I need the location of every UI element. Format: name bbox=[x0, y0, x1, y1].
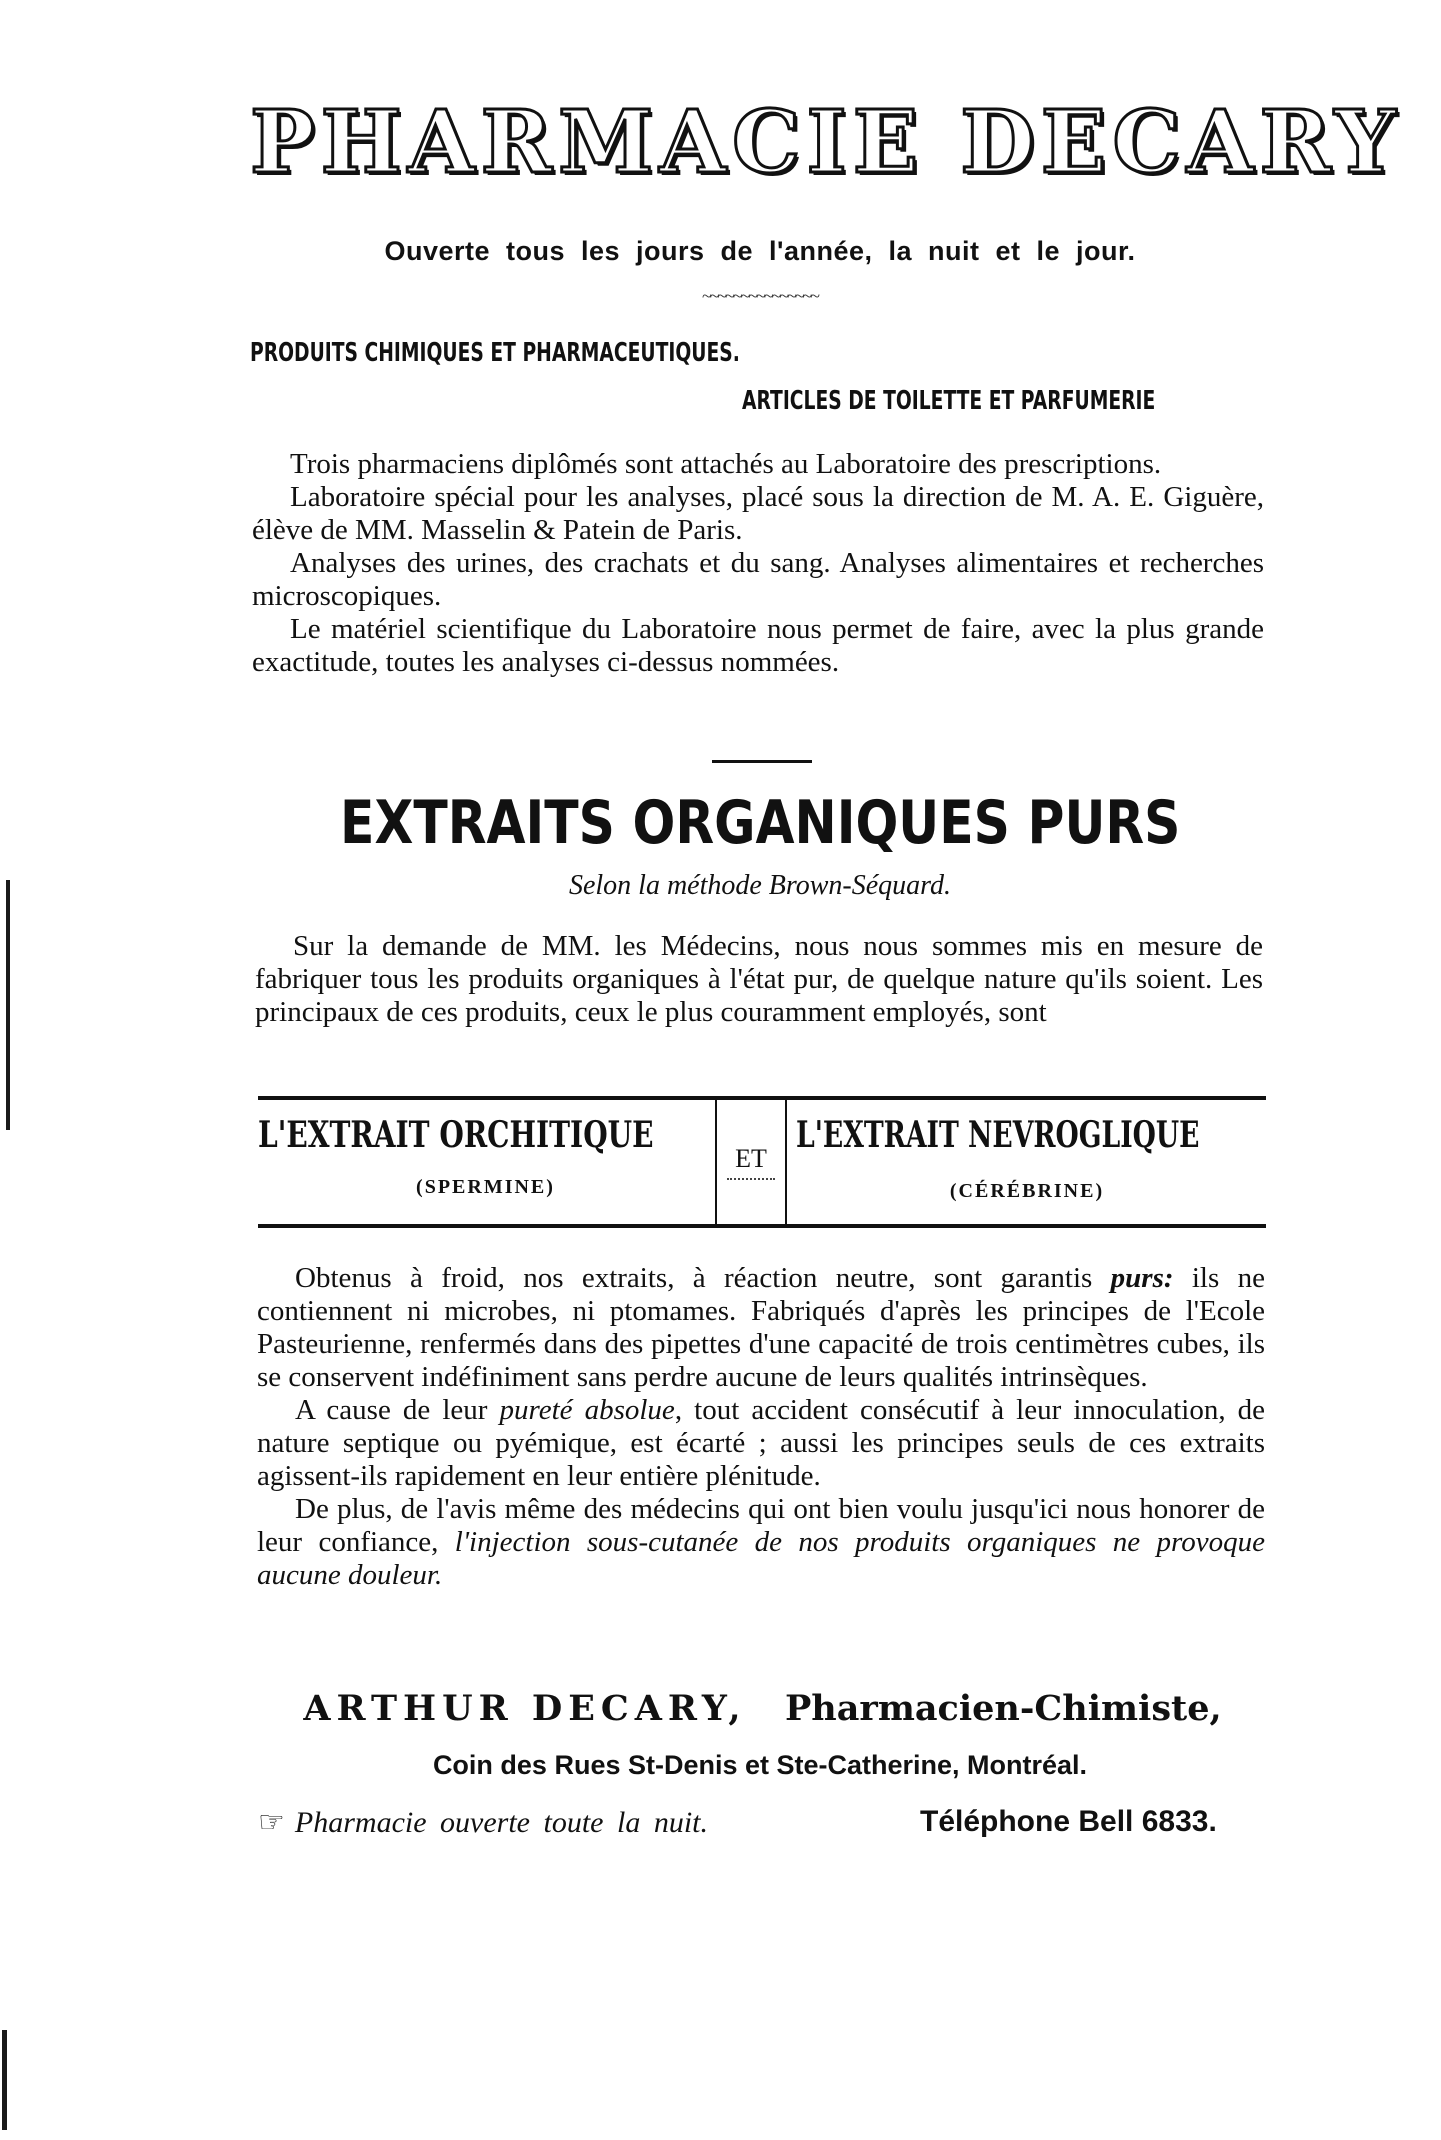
details-text: A cause de leur bbox=[295, 1394, 500, 1426]
telephone: Téléphone Bell 6833. bbox=[920, 1805, 1217, 1838]
joiner-dots bbox=[727, 1178, 775, 1180]
product-orchitique-title: L'EXTRAIT ORCHITIQUE bbox=[258, 1114, 654, 1156]
products-heading: PRODUITS CHIMIQUES ET PHARMACEUTIQUES. bbox=[250, 338, 740, 368]
box-bottom-rule bbox=[258, 1224, 1266, 1228]
intro-paragraph: Analyses des urines, des crachats et du sang. Analyses alimentaires et recherches microscopiques. bbox=[252, 547, 1264, 612]
details-text: Obtenus à froid, nos extraits, à réaction neutre, sont garantis bbox=[295, 1262, 1111, 1294]
night-service-text: Pharmacie ouverte toute la nuit. bbox=[294, 1806, 708, 1839]
ornament-divider: ~~~~~~~~~~~~~~~ bbox=[701, 286, 819, 306]
section-title-text: EXTRAITS ORGANIQUES PURS bbox=[339, 788, 1181, 858]
details-paragraph bbox=[257, 1262, 1265, 1394]
details-paragraphs bbox=[257, 1262, 1265, 1592]
shop-address: Coin des Rues St-Denis et Ste-Catherine, Montréal. bbox=[432, 1750, 1088, 1780]
toiletries-heading: ARTICLES DE TOILETTE ET PARFUMERIE bbox=[742, 386, 1156, 416]
products-joiner: ET bbox=[735, 1144, 767, 1173]
product-nevroglique-sub: (CÉRÉBRINE) bbox=[949, 1180, 1105, 1202]
details-text: , tout accident consécutif à leur innoculation, de nature septique ou pyémique, est écarté ; aussi les principes seuls de ces extraits agissent-ils rapidement en leur entière plénitude. bbox=[257, 1394, 1266, 1492]
section-title bbox=[250, 788, 1270, 858]
pharmacist-role: Pharmacien-Chimiste, bbox=[784, 1688, 1222, 1729]
details-paragraph bbox=[257, 1394, 1265, 1493]
section-body-text: Sur la demande de MM. les Médecins, nous nous sommes mis en mesure de fabriquer tous les produits organiques à l'état pur, de quelque nature qu'ils soient. Les principaux de ces produits, ceux le plus couramment employés, sont bbox=[255, 930, 1263, 1028]
page-edge-mark-bottom bbox=[2, 2030, 7, 2130]
details-emphasis: purs: bbox=[1110, 1262, 1174, 1294]
intro-paragraph: Trois pharmaciens diplômés sont attachés au Laboratoire des prescriptions. bbox=[290, 448, 1162, 480]
pointing-hand-icon: ☞ bbox=[258, 1806, 285, 1839]
box-top-rule bbox=[258, 1096, 1266, 1100]
details-text: ils ne contiennent ni microbes, ni ptomames. Fabriqués d'après les principes de l'Ecole Pasteurienne, renfermés dans des pipettes d'une capacité de trois centimètres cubes, ils se conservent indéfiniment sans perdre aucune de leurs qualités intrinsèques. bbox=[257, 1262, 1265, 1393]
intro-paragraph: Laboratoire spécial pour les analyses, placé sous la direction de M. A. E. Giguère, élève de MM. Masselin & Patein de Paris. bbox=[252, 481, 1264, 546]
box-divider-right bbox=[785, 1100, 787, 1224]
intro-paragraph: Le matériel scientifique du Laboratoire nous permet de faire, avec la plus grande exactitude, toutes les analyses ci-dessus nommées. bbox=[252, 613, 1264, 678]
details-paragraph bbox=[257, 1493, 1265, 1592]
details-emphasis: pureté absolue bbox=[499, 1394, 675, 1426]
product-orchitique-sub: (SPERMINE) bbox=[416, 1176, 555, 1198]
pharmacist-name: ARTHUR DECARY, bbox=[303, 1688, 747, 1729]
product-nevroglique-title: L'EXTRAIT NEVROGLIQUE bbox=[796, 1114, 1200, 1156]
details-emphasis: l'injection sous-cutanée de nos produits organiques ne provoque aucune douleur. bbox=[257, 1526, 1265, 1591]
details-text: De plus, de l'avis même des médecins qui ont bien voulu jusqu'ici nous honorer de leur confiance, bbox=[257, 1493, 1265, 1558]
section-body bbox=[255, 930, 1263, 1029]
night-service bbox=[258, 1805, 708, 1840]
section-method: Selon la méthode Brown-Séquard. bbox=[568, 870, 952, 901]
page-edge-mark bbox=[6, 880, 10, 1130]
intro-paragraphs bbox=[252, 448, 1264, 679]
short-divider bbox=[712, 760, 812, 763]
signature-line bbox=[255, 1688, 1270, 1729]
page-title: PHARMACIE DECARY bbox=[250, 92, 1402, 193]
opening-hours: Ouverte tous les jours de l'année, la nuit et le jour. bbox=[384, 236, 1136, 266]
